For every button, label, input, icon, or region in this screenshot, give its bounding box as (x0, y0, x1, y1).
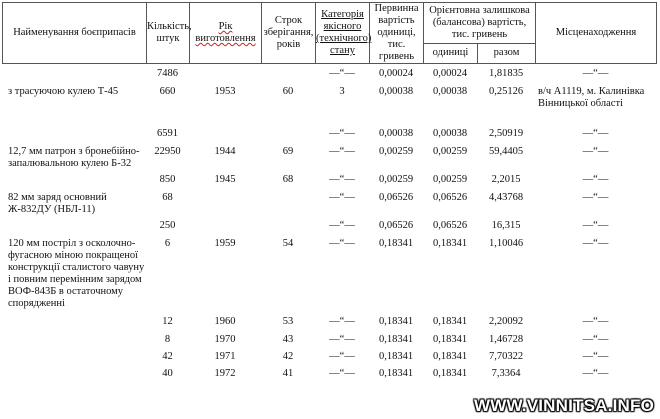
qty-cell: 42 (162, 351, 173, 362)
category-cell: —“— (329, 334, 355, 345)
initial-value-cell: 0,06526 (378, 192, 414, 203)
total-value-cell: 1,10046 (488, 238, 524, 249)
location-cell: —“— (582, 316, 609, 327)
initial-value-cell: 0,18341 (378, 334, 414, 345)
header-category: Категорія якісного (технічного) стану (316, 3, 370, 64)
qty-cell: 7486 (157, 68, 178, 79)
initial-value-cell: 0,00259 (378, 174, 414, 185)
term-cell: 41 (282, 368, 294, 379)
term-cell: 69 (282, 146, 294, 157)
category-cell: 3 (339, 86, 345, 97)
header-unit: одиниці (424, 43, 478, 63)
initial-value-cell: 0,18341 (378, 351, 414, 362)
location-cell: в/ч А1119, м. Калинівка Вінницької області (538, 86, 645, 109)
unit-value-cell: 0,06526 (432, 192, 468, 203)
qty-cell: 850 (159, 174, 176, 185)
year-cell: 1960 (214, 316, 236, 327)
qty-cell: 8 (164, 334, 171, 345)
category-cell: —“— (329, 146, 355, 157)
term-cell: 53 (282, 316, 294, 327)
qty-cell: 250 (159, 220, 176, 231)
category-cell: —“— (329, 368, 355, 379)
category-cell: —“— (329, 192, 355, 203)
total-value-cell: 1,81835 (488, 68, 524, 79)
header-balance-value: Орієнтовна залишкова (балансова) вартість, тис. гривень (424, 3, 536, 44)
unit-value-cell: 0,18341 (432, 316, 468, 327)
unit-value-cell: 0,00038 (432, 128, 468, 139)
category-cell: —“— (329, 174, 355, 185)
initial-value-cell: 0,00259 (378, 146, 414, 157)
location-cell: —“— (582, 368, 609, 379)
table-header (2, 2, 657, 64)
initial-value-cell: 0,00038 (378, 86, 414, 97)
category-cell: —“— (329, 238, 355, 249)
term-cell: 60 (282, 86, 294, 97)
qty-cell: 660 (159, 86, 176, 97)
name-cell: 82 мм заряд основний Ж-832ДУ (НБЛ-11) (8, 192, 107, 215)
year-cell: 1953 (214, 86, 236, 97)
total-value-cell: 2,20092 (488, 316, 524, 327)
qty-cell: 6591 (157, 128, 178, 139)
header-term: Строк зберігання, років (262, 3, 316, 64)
unit-value-cell: 0,06526 (432, 220, 468, 231)
initial-value-cell: 0,00038 (378, 128, 414, 139)
location-cell: —“— (582, 351, 609, 362)
total-value-cell: 59,4405 (488, 146, 524, 157)
initial-value-cell: 0,18341 (378, 316, 414, 327)
year-cell: 1971 (214, 351, 236, 362)
total-value-cell: 2,50919 (488, 128, 524, 139)
total-value-cell: 7,70322 (488, 351, 524, 362)
term-cell: 42 (282, 351, 294, 362)
unit-value-cell: 0,00259 (432, 146, 468, 157)
year-cell: 1959 (214, 238, 236, 249)
initial-value-cell: 0,18341 (378, 238, 414, 249)
qty-cell: 40 (162, 368, 173, 379)
unit-value-cell: 0,18341 (432, 238, 468, 249)
year-cell: 1944 (214, 146, 236, 157)
initial-value-cell: 0,00024 (378, 68, 414, 79)
site-watermark: WWW.VINNITSA.INFO (474, 396, 654, 415)
year-cell: 1970 (214, 334, 236, 345)
unit-value-cell: 0,00259 (432, 174, 468, 185)
term-cell: 68 (282, 174, 294, 185)
name-cell: 12,7 мм патрон з бронебійно-запалювальною кулею Б-32 (8, 146, 140, 169)
location-cell: —“— (582, 174, 609, 185)
header-name: Найменування боєприпасів (3, 3, 147, 64)
header-year: Рік виготовлення (190, 3, 262, 64)
initial-value-cell: 0,06526 (378, 220, 414, 231)
term-cell: 43 (282, 334, 294, 345)
qty-cell: 22950 (154, 146, 181, 157)
total-value-cell: 2,2015 (491, 174, 521, 185)
category-cell: —“— (329, 68, 355, 79)
header-qty: Кількість, штук (147, 3, 190, 64)
total-value-cell: 0,25126 (488, 86, 524, 97)
header-total: разом (478, 43, 536, 63)
name-cell: з трасуючою кулею Т-45 (8, 86, 119, 97)
total-value-cell: 7,3364 (491, 368, 521, 379)
unit-value-cell: 0,00038 (432, 86, 468, 97)
location-cell: —“— (582, 146, 609, 157)
category-cell: —“— (329, 316, 355, 327)
category-cell: —“— (329, 351, 355, 362)
qty-cell: 12 (162, 316, 173, 327)
qty-cell: 6 (164, 238, 171, 249)
unit-value-cell: 0,18341 (432, 368, 468, 379)
header-initial-value: Первинна вартість одиниці, тис. гривень (370, 3, 424, 64)
unit-value-cell: 0,18341 (432, 334, 468, 345)
term-cell: 54 (282, 238, 294, 249)
total-value-cell: 16,315 (491, 220, 521, 231)
name-cell: 120 мм постріл з осколочно-фугасною міною покращеної конструкції сталистого чавуну і повним перемінним зарядом ВОФ-843Б в остаточному спорядженні (8, 238, 145, 309)
total-value-cell: 4,43768 (488, 192, 524, 203)
year-cell: 1972 (214, 368, 236, 379)
category-cell: —“— (329, 220, 355, 231)
unit-value-cell: 0,00024 (432, 68, 468, 79)
qty-cell: 68 (162, 192, 173, 203)
initial-value-cell: 0,18341 (378, 368, 414, 379)
location-cell: —“— (582, 238, 609, 249)
location-cell: —“— (582, 334, 609, 345)
unit-value-cell: 0,18341 (432, 351, 468, 362)
location-cell: —“— (582, 192, 609, 203)
location-cell: —“— (582, 220, 609, 231)
year-cell: 1945 (214, 174, 236, 185)
total-value-cell: 1,46728 (488, 334, 524, 345)
location-cell: —“— (582, 68, 609, 79)
location-cell: —“— (582, 128, 609, 139)
category-cell: —“— (329, 128, 355, 139)
header-location: Місценаходження (536, 3, 657, 64)
